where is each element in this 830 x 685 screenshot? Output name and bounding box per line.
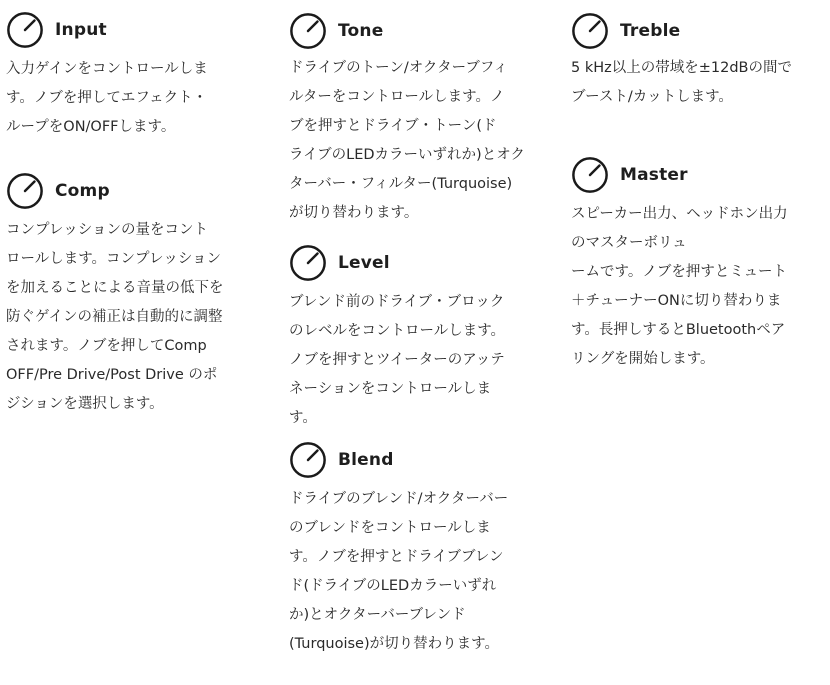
description-line: を加えることによる音量の低下を (6, 280, 224, 296)
description-line: 5 kHz以上の帯域を±12dBの間で (571, 60, 792, 76)
section-title: Level (338, 253, 390, 273)
section-description (571, 200, 826, 374)
description-line: のマスターボリュ (571, 235, 687, 251)
description-line: す。ノブを押すとドライブブレン (289, 549, 504, 565)
section-level-heading (289, 243, 554, 283)
description-line: が切り替わります。 (289, 205, 419, 221)
knob-icon (571, 156, 609, 194)
description-line: 防ぐゲインの補正は自動的に調整 (6, 309, 223, 325)
section-title: Master (620, 165, 688, 185)
description-line: ームです。ノブを押すとミュート (571, 264, 788, 280)
section-description (6, 55, 266, 142)
knob-icon (289, 244, 327, 282)
description-line: のレベルをコントロールします。 (289, 323, 506, 339)
description-line: ＋チューナーONに切り替わりま (571, 293, 782, 309)
description-line: ライブのLEDカラーいずれか)とオク (289, 147, 525, 163)
knob-icon (289, 12, 327, 50)
section-input (6, 10, 266, 142)
description-line: 入力ゲインをコントロールしま (6, 61, 208, 77)
section-description (6, 216, 266, 419)
section-description (571, 54, 826, 112)
section-title: Tone (338, 21, 384, 41)
description-line: す。ノブを押してエフェクト・ (6, 90, 208, 106)
section-tone (289, 11, 554, 228)
description-line: ループをON/OFFします。 (6, 119, 176, 135)
description-line: ド(ドライブのLEDカラーいずれ (289, 578, 497, 594)
description-line: ノブを押すとツイーターのアッテ (289, 352, 505, 368)
description-line: ルターをコントロールします。ノ (289, 89, 505, 105)
section-master (571, 155, 826, 374)
description-line: コンプレッションの量をコント (6, 222, 208, 238)
section-description (289, 54, 554, 228)
section-title: Blend (338, 450, 394, 470)
description-line: ジションを選択します。 (6, 396, 164, 412)
section-description (289, 288, 554, 433)
description-line: スピーカー出力、ヘッドホン出力 (571, 206, 788, 222)
description-line: ドライブのブレンド/オクターバー (289, 491, 509, 507)
description-line: ドライブのトーン/オクターブフィ (289, 60, 508, 76)
description-line: ブを押すとドライブ・トーン(ド (289, 118, 497, 134)
knob-icon (289, 441, 327, 479)
description-line: す。 (289, 410, 317, 426)
section-title: Input (55, 20, 107, 40)
description-line: のブレンドをコントロールしま (289, 520, 491, 536)
section-comp (6, 171, 266, 419)
section-treble (571, 11, 826, 112)
section-title: Comp (55, 181, 110, 201)
description-line: (Turquoise)が切り替わります。 (289, 636, 499, 652)
description-line: す。長押しするとBluetoothペア (571, 322, 786, 338)
description-line: ロールします。コンプレッション (6, 251, 222, 267)
description-line: ブレンド前のドライブ・ブロック (289, 294, 505, 310)
section-title: Treble (620, 21, 681, 41)
description-line: OFF/Pre Drive/Post Drive のポ (6, 367, 218, 383)
section-description (289, 485, 554, 659)
description-line: ネーションをコントロールしま (289, 381, 492, 397)
section-input-heading (6, 10, 266, 50)
section-comp-heading (6, 171, 266, 211)
section-treble-heading (571, 11, 826, 51)
description-line: ブースト/カットします。 (571, 89, 733, 105)
section-blend-heading (289, 440, 554, 480)
description-line: リングを開始します。 (571, 351, 715, 367)
description-line: ターバー・フィルター(Turquoise) (289, 176, 513, 192)
section-tone-heading (289, 11, 554, 51)
knob-icon (571, 12, 609, 50)
section-blend (289, 440, 554, 659)
section-level (289, 243, 554, 433)
description-line: か)とオクターバーブレンド (289, 607, 466, 623)
knob-icon (6, 11, 44, 49)
knob-icon (6, 172, 44, 210)
description-line: されます。ノブを押してComp (6, 338, 207, 354)
section-master-heading (571, 155, 826, 195)
